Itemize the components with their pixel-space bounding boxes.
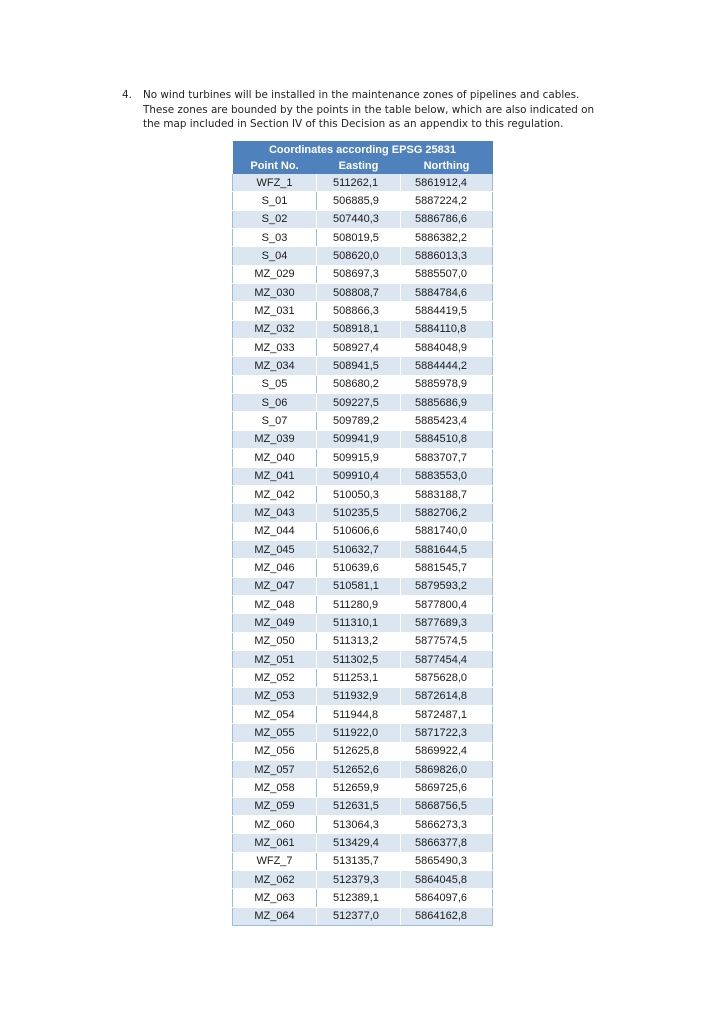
easting-cell: 510632,7 bbox=[317, 540, 401, 558]
northing-cell: 5872614,8 bbox=[401, 687, 493, 705]
point-no-cell: MZ_061 bbox=[233, 834, 317, 852]
table-row bbox=[233, 210, 493, 228]
table-row bbox=[233, 834, 493, 852]
northing-cell: 5879593,2 bbox=[401, 577, 493, 595]
easting-cell: 508927,4 bbox=[317, 339, 401, 357]
northing-cell: 5884419,5 bbox=[401, 302, 493, 320]
easting-cell: 512625,8 bbox=[317, 742, 401, 760]
table-row bbox=[233, 669, 493, 687]
easting-cell: 509941,9 bbox=[317, 430, 401, 448]
table-row bbox=[233, 320, 493, 338]
point-no-cell: MZ_050 bbox=[233, 632, 317, 650]
table-row bbox=[233, 907, 493, 925]
point-no-cell: MZ_048 bbox=[233, 595, 317, 613]
easting-cell: 513429,4 bbox=[317, 834, 401, 852]
point-no-cell: MZ_057 bbox=[233, 761, 317, 779]
easting-cell: 512379,3 bbox=[317, 871, 401, 889]
easting-cell: 507440,3 bbox=[317, 210, 401, 228]
easting-cell: 508918,1 bbox=[317, 320, 401, 338]
point-no-cell: S_01 bbox=[233, 192, 317, 210]
column-header-easting: Easting bbox=[317, 158, 401, 174]
point-no-cell: MZ_042 bbox=[233, 485, 317, 503]
northing-cell: 5869725,6 bbox=[401, 779, 493, 797]
table-row bbox=[233, 540, 493, 558]
northing-cell: 5864162,8 bbox=[401, 907, 493, 925]
table-row bbox=[233, 687, 493, 705]
northing-cell: 5877800,4 bbox=[401, 595, 493, 613]
table-row bbox=[233, 816, 493, 834]
northing-cell: 5884048,9 bbox=[401, 339, 493, 357]
table-row bbox=[233, 284, 493, 302]
point-no-cell: S_02 bbox=[233, 210, 317, 228]
northing-cell: 5869826,0 bbox=[401, 761, 493, 779]
clause-line: No wind turbines will be installed in the maintenance zones of pipelines and cables. bbox=[143, 89, 580, 101]
point-no-cell: MZ_051 bbox=[233, 650, 317, 668]
table-row bbox=[233, 430, 493, 448]
northing-cell: 5884110,8 bbox=[401, 320, 493, 338]
point-no-cell: MZ_060 bbox=[233, 816, 317, 834]
northing-cell: 5881740,0 bbox=[401, 522, 493, 540]
table-row bbox=[233, 192, 493, 210]
column-header-northing: Northing bbox=[401, 158, 493, 174]
easting-cell: 511932,9 bbox=[317, 687, 401, 705]
clause-number: 4. bbox=[122, 89, 132, 101]
easting-cell: 510050,3 bbox=[317, 485, 401, 503]
table-row bbox=[233, 871, 493, 889]
table-row bbox=[233, 889, 493, 907]
easting-cell: 508697,3 bbox=[317, 265, 401, 283]
easting-cell: 511310,1 bbox=[317, 614, 401, 632]
northing-cell: 5886382,2 bbox=[401, 229, 493, 247]
table-row bbox=[233, 394, 493, 412]
northing-cell: 5868756,5 bbox=[401, 797, 493, 815]
point-no-cell: S_03 bbox=[233, 229, 317, 247]
easting-cell: 509227,5 bbox=[317, 394, 401, 412]
northing-cell: 5877574,5 bbox=[401, 632, 493, 650]
point-no-cell: S_04 bbox=[233, 247, 317, 265]
northing-cell: 5884444,2 bbox=[401, 357, 493, 375]
point-no-cell: MZ_054 bbox=[233, 705, 317, 723]
easting-cell: 512631,5 bbox=[317, 797, 401, 815]
table-row bbox=[233, 705, 493, 723]
easting-cell: 512652,6 bbox=[317, 761, 401, 779]
northing-cell: 5871722,3 bbox=[401, 724, 493, 742]
point-no-cell: MZ_064 bbox=[233, 907, 317, 925]
easting-cell: 509915,9 bbox=[317, 449, 401, 467]
point-no-cell: WFZ_7 bbox=[233, 852, 317, 870]
table-row bbox=[233, 449, 493, 467]
table-caption: Coordinates according EPSG 25831 bbox=[233, 141, 493, 158]
northing-cell: 5884510,8 bbox=[401, 430, 493, 448]
point-no-cell: MZ_044 bbox=[233, 522, 317, 540]
point-no-cell: S_05 bbox=[233, 375, 317, 393]
table-row bbox=[233, 485, 493, 503]
table-body bbox=[233, 174, 493, 926]
northing-cell: 5882706,2 bbox=[401, 504, 493, 522]
easting-cell: 510639,6 bbox=[317, 559, 401, 577]
easting-cell: 511253,1 bbox=[317, 669, 401, 687]
coordinates-table bbox=[232, 141, 493, 926]
point-no-cell: MZ_030 bbox=[233, 284, 317, 302]
northing-cell: 5866273,3 bbox=[401, 816, 493, 834]
point-no-cell: WFZ_1 bbox=[233, 174, 317, 192]
table-row bbox=[233, 174, 493, 192]
point-no-cell: MZ_062 bbox=[233, 871, 317, 889]
northing-cell: 5872487,1 bbox=[401, 705, 493, 723]
northing-cell: 5881644,5 bbox=[401, 540, 493, 558]
northing-cell: 5864045,8 bbox=[401, 871, 493, 889]
clause-line: the map included in Section IV of this Decision as an appendix to this regulation. bbox=[143, 118, 564, 130]
table-row bbox=[233, 522, 493, 540]
easting-cell: 506885,9 bbox=[317, 192, 401, 210]
easting-cell: 513135,7 bbox=[317, 852, 401, 870]
northing-cell: 5877689,3 bbox=[401, 614, 493, 632]
northing-cell: 5866377,8 bbox=[401, 834, 493, 852]
point-no-cell: MZ_041 bbox=[233, 467, 317, 485]
clause-text bbox=[143, 88, 643, 132]
table-row bbox=[233, 595, 493, 613]
easting-cell: 511280,9 bbox=[317, 595, 401, 613]
table-row bbox=[233, 357, 493, 375]
point-no-cell: MZ_032 bbox=[233, 320, 317, 338]
easting-cell: 511302,5 bbox=[317, 650, 401, 668]
point-no-cell: MZ_043 bbox=[233, 504, 317, 522]
northing-cell: 5865490,3 bbox=[401, 852, 493, 870]
easting-cell: 508808,7 bbox=[317, 284, 401, 302]
point-no-cell: MZ_034 bbox=[233, 357, 317, 375]
northing-cell: 5869922,4 bbox=[401, 742, 493, 760]
point-no-cell: MZ_029 bbox=[233, 265, 317, 283]
point-no-cell: MZ_055 bbox=[233, 724, 317, 742]
point-no-cell: MZ_039 bbox=[233, 430, 317, 448]
table-row bbox=[233, 761, 493, 779]
easting-cell: 512659,9 bbox=[317, 779, 401, 797]
easting-cell: 511922,0 bbox=[317, 724, 401, 742]
table-row bbox=[233, 852, 493, 870]
point-no-cell: MZ_049 bbox=[233, 614, 317, 632]
table-row bbox=[233, 650, 493, 668]
table-row bbox=[233, 742, 493, 760]
table-row bbox=[233, 797, 493, 815]
table-row bbox=[233, 265, 493, 283]
northing-cell: 5886786,6 bbox=[401, 210, 493, 228]
point-no-cell: MZ_031 bbox=[233, 302, 317, 320]
easting-cell: 512389,1 bbox=[317, 889, 401, 907]
northing-cell: 5886013,3 bbox=[401, 247, 493, 265]
point-no-cell: MZ_045 bbox=[233, 540, 317, 558]
easting-cell: 508680,2 bbox=[317, 375, 401, 393]
table-row bbox=[233, 375, 493, 393]
easting-cell: 510235,5 bbox=[317, 504, 401, 522]
easting-cell: 511262,1 bbox=[317, 174, 401, 192]
point-no-cell: MZ_033 bbox=[233, 339, 317, 357]
easting-cell: 508866,3 bbox=[317, 302, 401, 320]
easting-cell: 510581,1 bbox=[317, 577, 401, 595]
northing-cell: 5885686,9 bbox=[401, 394, 493, 412]
easting-cell: 513064,3 bbox=[317, 816, 401, 834]
table-row bbox=[233, 412, 493, 430]
table-row bbox=[233, 229, 493, 247]
northing-cell: 5887224,2 bbox=[401, 192, 493, 210]
point-no-cell: MZ_058 bbox=[233, 779, 317, 797]
easting-cell: 508019,5 bbox=[317, 229, 401, 247]
northing-cell: 5883188,7 bbox=[401, 485, 493, 503]
northing-cell: 5885423,4 bbox=[401, 412, 493, 430]
easting-cell: 509789,2 bbox=[317, 412, 401, 430]
northing-cell: 5864097,6 bbox=[401, 889, 493, 907]
point-no-cell: MZ_052 bbox=[233, 669, 317, 687]
easting-cell: 510606,6 bbox=[317, 522, 401, 540]
table-row bbox=[233, 339, 493, 357]
point-no-cell: MZ_047 bbox=[233, 577, 317, 595]
easting-cell: 511944,8 bbox=[317, 705, 401, 723]
clause-line: These zones are bounded by the points in the table below, which are also indicated on bbox=[143, 103, 595, 116]
table-row bbox=[233, 614, 493, 632]
point-no-cell: MZ_063 bbox=[233, 889, 317, 907]
northing-cell: 5885978,9 bbox=[401, 375, 493, 393]
table-row bbox=[233, 467, 493, 485]
column-header-point-no: Point No. bbox=[233, 158, 317, 174]
point-no-cell: MZ_040 bbox=[233, 449, 317, 467]
table-row bbox=[233, 504, 493, 522]
table-row bbox=[233, 724, 493, 742]
easting-cell: 508941,5 bbox=[317, 357, 401, 375]
table-row bbox=[233, 632, 493, 650]
table-row bbox=[233, 302, 493, 320]
table-row bbox=[233, 577, 493, 595]
point-no-cell: MZ_056 bbox=[233, 742, 317, 760]
table-row bbox=[233, 779, 493, 797]
northing-cell: 5861912,4 bbox=[401, 174, 493, 192]
easting-cell: 512377,0 bbox=[317, 907, 401, 925]
point-no-cell: S_07 bbox=[233, 412, 317, 430]
easting-cell: 509910,4 bbox=[317, 467, 401, 485]
point-no-cell: MZ_046 bbox=[233, 559, 317, 577]
easting-cell: 508620,0 bbox=[317, 247, 401, 265]
northing-cell: 5884784,6 bbox=[401, 284, 493, 302]
northing-cell: 5885507,0 bbox=[401, 265, 493, 283]
table-row bbox=[233, 247, 493, 265]
northing-cell: 5877454,4 bbox=[401, 650, 493, 668]
table-row bbox=[233, 559, 493, 577]
northing-cell: 5875628,0 bbox=[401, 669, 493, 687]
point-no-cell: MZ_053 bbox=[233, 687, 317, 705]
point-no-cell: MZ_059 bbox=[233, 797, 317, 815]
northing-cell: 5881545,7 bbox=[401, 559, 493, 577]
easting-cell: 511313,2 bbox=[317, 632, 401, 650]
northing-cell: 5883707,7 bbox=[401, 449, 493, 467]
point-no-cell: S_06 bbox=[233, 394, 317, 412]
northing-cell: 5883553,0 bbox=[401, 467, 493, 485]
